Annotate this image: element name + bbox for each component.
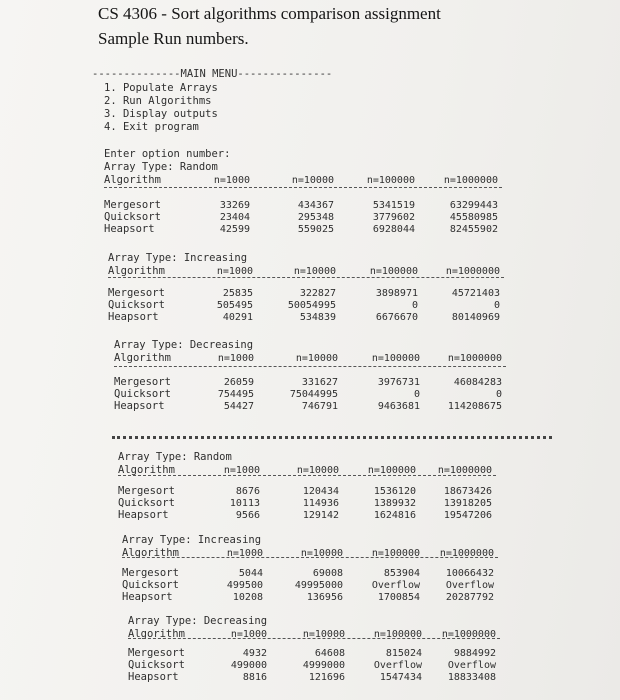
array-type-label: Array Type: Increasing [108,252,248,264]
algorithm-name: Heapsort [114,400,165,412]
table-cell: 33269 [219,200,250,211]
column-header: n=10000 [291,175,334,186]
column-header: n=10000 [295,353,338,364]
column-header: n=1000000 [441,629,496,640]
algorithm-name: Mergesort [104,199,161,211]
column-header: n=1000 [226,548,263,559]
table-cell: Overflow [371,580,420,591]
algorithm-header: Algorithm [122,547,179,559]
menu-header: --------------MAIN MENU--------------- [92,68,333,80]
table-cell: 136956 [306,592,343,603]
table-cell: 9884992 [453,648,496,659]
table-cell: 853904 [383,568,420,579]
table-cell: 5044 [238,568,263,579]
table-cell: 3898971 [375,288,418,299]
table-cell: 1624816 [373,510,416,521]
table-cell: 64608 [314,648,345,659]
table-cell: 114936 [302,498,339,509]
table-cell: 42599 [219,224,250,235]
table-cell: 1700854 [377,592,420,603]
table-cell: Overflow [373,660,422,671]
header-divider [118,475,496,476]
table-cell: 18833408 [447,672,496,683]
table-cell: 1389932 [373,498,416,509]
menu-item-display: 3. Display outputs [104,108,218,120]
table-cell: 1536120 [373,486,416,497]
column-header: n=1000000 [447,353,502,364]
table-cell: 4999000 [302,660,345,671]
algorithm-name: Quicksort [104,211,161,223]
table-cell: 121696 [308,672,345,683]
column-header: n=1000 [216,266,253,277]
algorithm-header: Algorithm [114,352,171,364]
table-cell: 26059 [223,377,254,388]
table-cell: 8676 [235,486,260,497]
page-subtitle: Sample Run numbers. [98,29,249,48]
table-cell: 45580985 [449,212,498,223]
table-cell: 50054995 [287,300,336,311]
table-cell: 8816 [242,672,267,683]
column-header: n=1000 [217,353,254,364]
table-cell: 69008 [312,568,343,579]
menu-item-run: 2. Run Algorithms [104,95,212,107]
header-divider [104,187,502,188]
page-title: CS 4306 - Sort algorithms comparison assignment [98,4,441,23]
table-cell: 120434 [302,486,339,497]
table-cell: 499500 [226,580,263,591]
table-cell: 80140969 [451,312,500,323]
column-header: n=1000 [230,629,267,640]
table-cell: 746791 [301,401,338,412]
table-cell: 434367 [297,200,334,211]
column-header: n=100000 [369,266,418,277]
table-cell: 499000 [230,660,267,671]
table-cell: 1547434 [379,672,422,683]
column-header: n=100000 [371,548,420,559]
table-cell: 322827 [299,288,336,299]
algorithm-name: Heapsort [108,311,159,323]
menu-item-populate: 1. Populate Arrays [104,82,218,94]
column-header: n=100000 [366,175,415,186]
algorithm-name: Heapsort [122,591,173,603]
table-cell: 4932 [242,648,267,659]
algorithm-name: Quicksort [118,497,175,509]
algorithm-name: Quicksort [108,299,165,311]
table-cell: 3976731 [377,377,420,388]
array-type-label: Array Type: Decreasing [128,615,268,627]
algorithm-name: Heapsort [128,671,179,683]
algorithm-name: Quicksort [122,579,179,591]
table-cell: 5341519 [372,200,415,211]
table-cell: 23404 [219,212,250,223]
algorithm-header: Algorithm [118,464,175,476]
table-cell: 82455902 [449,224,498,235]
table-cell: 63299443 [449,200,498,211]
algorithm-name: Mergesort [128,647,185,659]
table-cell: 815024 [385,648,422,659]
table-cell: 331627 [301,377,338,388]
algorithm-name: Heapsort [104,223,155,235]
table-cell: 6928044 [372,224,415,235]
table-cell: 45721403 [451,288,500,299]
table-cell: 0 [413,389,420,400]
column-header: n=100000 [373,629,422,640]
algorithm-name: Mergesort [108,287,165,299]
algorithm-name: Mergesort [122,567,179,579]
column-header: n=1000 [213,175,250,186]
column-header: n=1000000 [445,266,500,277]
header-divider [128,638,500,639]
table-cell: Overflow [447,660,496,671]
array-type-label: Array Type: Random [104,161,218,173]
table-cell: 49995000 [294,580,343,591]
table-cell: 6676670 [375,312,418,323]
table-cell: 3779602 [372,212,415,223]
algorithm-name: Mergesort [118,485,175,497]
column-header: n=10000 [293,266,336,277]
table-cell: Overflow [445,580,494,591]
algorithm-name: Mergesort [114,376,171,388]
array-type-label: Array Type: Increasing [122,534,262,546]
menu-item-exit: 4. Exit program [104,121,199,133]
table-cell: 129142 [302,510,339,521]
table-cell: 754495 [217,389,254,400]
algorithm-header: Algorithm [108,265,165,277]
run-separator [112,436,552,439]
option-prompt: Enter option number: [104,148,231,160]
algorithm-name: Quicksort [128,659,185,671]
table-cell: 9463681 [377,401,420,412]
array-type-label: Array Type: Decreasing [114,339,254,351]
header-divider [122,557,498,558]
column-header: n=1000 [223,465,260,476]
table-cell: 19547206 [443,510,492,521]
algorithm-header: Algorithm [104,174,161,186]
table-cell: 20287792 [445,592,494,603]
table-cell: 54427 [223,401,254,412]
table-cell: 9566 [235,510,260,521]
table-cell: 0 [495,389,502,400]
column-header: n=1000000 [437,465,492,476]
column-header: n=10000 [296,465,339,476]
column-header: n=1000000 [439,548,494,559]
table-cell: 13918205 [443,498,492,509]
algorithm-name: Quicksort [114,388,171,400]
algorithm-header: Algorithm [128,628,185,640]
table-cell: 534839 [299,312,336,323]
table-cell: 40291 [222,312,253,323]
table-cell: 0 [493,300,500,311]
header-divider [114,366,506,367]
array-type-label: Array Type: Random [118,451,232,463]
table-cell: 114208675 [447,401,502,412]
algorithm-name: Heapsort [118,509,169,521]
column-header: n=1000000 [443,175,498,186]
column-header: n=10000 [302,629,345,640]
table-cell: 75044995 [289,389,338,400]
table-cell: 295348 [297,212,334,223]
table-cell: 18673426 [443,486,492,497]
table-cell: 46084283 [453,377,502,388]
table-cell: 10113 [229,498,260,509]
table-cell: 559025 [297,224,334,235]
table-cell: 0 [411,300,418,311]
column-header: n=10000 [300,548,343,559]
header-divider [108,277,504,278]
column-header: n=100000 [367,465,416,476]
column-header: n=100000 [371,353,420,364]
table-cell: 10208 [232,592,263,603]
table-cell: 25835 [222,288,253,299]
table-cell: 505495 [216,300,253,311]
table-cell: 10066432 [445,568,494,579]
